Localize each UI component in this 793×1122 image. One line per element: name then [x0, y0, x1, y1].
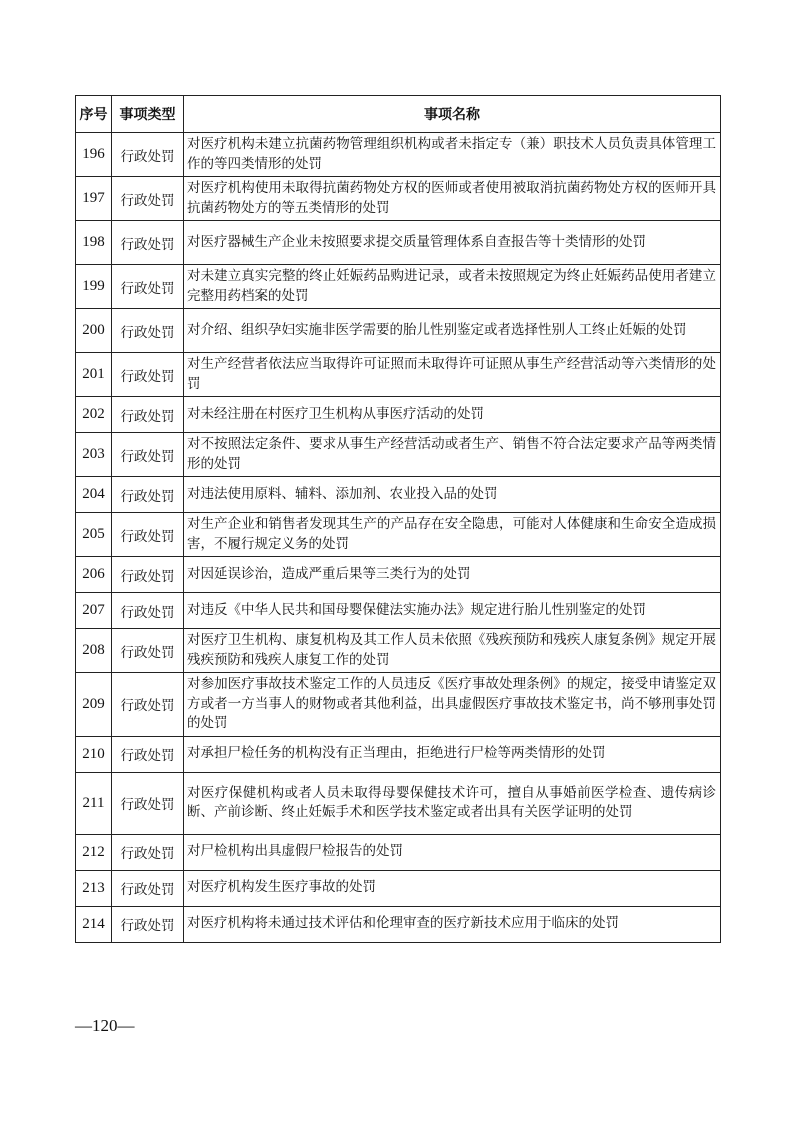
table-row: [76, 265, 721, 309]
table-row: [76, 477, 721, 513]
row-item-type: 行政处罚: [112, 433, 184, 477]
row-item-name: 对生产企业和销售者发现其生产的产品存在安全隐患，可能对人体健康和生命安全造成损害，不履行规定义务的处罚: [184, 513, 721, 557]
row-item-name: 对医疗机构使用未取得抗菌药物处方权的医师或者使用被取消抗菌药物处方权的医师开具抗菌药物处方的等五类情形的处罚: [184, 177, 721, 221]
row-item-type: 行政处罚: [112, 593, 184, 629]
row-serial-number: 213: [76, 870, 112, 906]
row-serial-number: 200: [76, 309, 112, 353]
table-row: [76, 906, 721, 942]
row-item-name: 对医疗保健机构或者人员未取得母婴保健技术许可，擅自从事婚前医学检查、遗传病诊断、产前诊断、终止妊娠手术和医学技术鉴定或者出具有关医学证明的处罚: [184, 772, 721, 834]
row-item-name: 对尸检机构出具虚假尸检报告的处罚: [184, 834, 721, 870]
row-item-type: 行政处罚: [112, 221, 184, 265]
row-serial-number: 211: [76, 772, 112, 834]
row-serial-number: 199: [76, 265, 112, 309]
row-item-type: 行政处罚: [112, 513, 184, 557]
table-row: [76, 834, 721, 870]
table-row: [76, 309, 721, 353]
table-row: [76, 133, 721, 177]
row-serial-number: 209: [76, 673, 112, 737]
table-row: [76, 557, 721, 593]
table-row: [76, 221, 721, 265]
table-row: [76, 397, 721, 433]
row-item-name: 对因延误诊治，造成严重后果等三类行为的处罚: [184, 557, 721, 593]
row-item-type: 行政处罚: [112, 177, 184, 221]
row-item-name: 对医疗卫生机构、康复机构及其工作人员未依照《残疾预防和残疾人康复条例》规定开展残疾预防和残疾人康复工作的处罚: [184, 629, 721, 673]
row-serial-number: 214: [76, 906, 112, 942]
table-row: [76, 870, 721, 906]
row-serial-number: 203: [76, 433, 112, 477]
page-number: —120—: [75, 1016, 135, 1035]
row-item-type: 行政处罚: [112, 397, 184, 433]
row-item-name: 对违法使用原料、辅料、添加剂、农业投入品的处罚: [184, 477, 721, 513]
row-serial-number: 196: [76, 133, 112, 177]
row-item-type: 行政处罚: [112, 906, 184, 942]
row-item-name: 对生产经营者依法应当取得许可证照而未取得许可证照从事生产经营活动等六类情形的处罚: [184, 353, 721, 397]
row-item-name: 对介绍、组织孕妇实施非医学需要的胎儿性别鉴定或者选择性别人工终止妊娠的处罚: [184, 309, 721, 353]
row-item-type: 行政处罚: [112, 477, 184, 513]
row-item-type: 行政处罚: [112, 265, 184, 309]
table-row: [76, 629, 721, 673]
header-item-type: 事项类型: [112, 96, 184, 133]
row-item-name: 对医疗机构未建立抗菌药物管理组织机构或者未指定专（兼）职技术人员负责具体管理工作的等四类情形的处罚: [184, 133, 721, 177]
table-header-row: [76, 96, 721, 133]
row-serial-number: 197: [76, 177, 112, 221]
row-item-type: 行政处罚: [112, 629, 184, 673]
row-serial-number: 204: [76, 477, 112, 513]
row-item-type: 行政处罚: [112, 353, 184, 397]
row-item-name: 对参加医疗事故技术鉴定工作的人员违反《医疗事故处理条例》的规定，接受申请鉴定双方或者一方当事人的财物或者其他利益，出具虚假医疗事故技术鉴定书，尚不够刑事处罚的处罚: [184, 673, 721, 737]
row-item-type: 行政处罚: [112, 772, 184, 834]
table-row: [76, 772, 721, 834]
table-row: [76, 593, 721, 629]
row-serial-number: 210: [76, 736, 112, 772]
document-page: [75, 95, 720, 943]
table-row: [76, 673, 721, 737]
table-row: [76, 513, 721, 557]
row-item-name: 对违反《中华人民共和国母婴保健法实施办法》规定进行胎儿性别鉴定的处罚: [184, 593, 721, 629]
row-item-name: 对未经注册在村医疗卫生机构从事医疗活动的处罚: [184, 397, 721, 433]
row-item-type: 行政处罚: [112, 309, 184, 353]
header-item-name: 事项名称: [184, 96, 721, 133]
header-serial-number: 序号: [76, 96, 112, 133]
row-item-type: 行政处罚: [112, 133, 184, 177]
row-item-name: 对医疗机构发生医疗事故的处罚: [184, 870, 721, 906]
row-serial-number: 208: [76, 629, 112, 673]
table-row: [76, 177, 721, 221]
row-item-type: 行政处罚: [112, 834, 184, 870]
row-item-type: 行政处罚: [112, 736, 184, 772]
row-serial-number: 198: [76, 221, 112, 265]
table-row: [76, 736, 721, 772]
row-item-name: 对医疗机构将未通过技术评估和伦理审查的医疗新技术应用于临床的处罚: [184, 906, 721, 942]
row-item-type: 行政处罚: [112, 870, 184, 906]
row-serial-number: 205: [76, 513, 112, 557]
row-serial-number: 201: [76, 353, 112, 397]
row-item-name: 对承担尸检任务的机构没有正当理由，拒绝进行尸检等两类情形的处罚: [184, 736, 721, 772]
row-serial-number: 207: [76, 593, 112, 629]
row-item-name: 对不按照法定条件、要求从事生产经营活动或者生产、销售不符合法定要求产品等两类情形的处罚: [184, 433, 721, 477]
table-row: [76, 353, 721, 397]
items-table: [75, 95, 721, 943]
row-item-name: 对医疗器械生产企业未按照要求提交质量管理体系自查报告等十类情形的处罚: [184, 221, 721, 265]
row-serial-number: 212: [76, 834, 112, 870]
row-item-name: 对未建立真实完整的终止妊娠药品购进记录，或者未按照规定为终止妊娠药品使用者建立完整用药档案的处罚: [184, 265, 721, 309]
row-serial-number: 206: [76, 557, 112, 593]
row-serial-number: 202: [76, 397, 112, 433]
row-item-type: 行政处罚: [112, 557, 184, 593]
row-item-type: 行政处罚: [112, 673, 184, 737]
table-row: [76, 433, 721, 477]
